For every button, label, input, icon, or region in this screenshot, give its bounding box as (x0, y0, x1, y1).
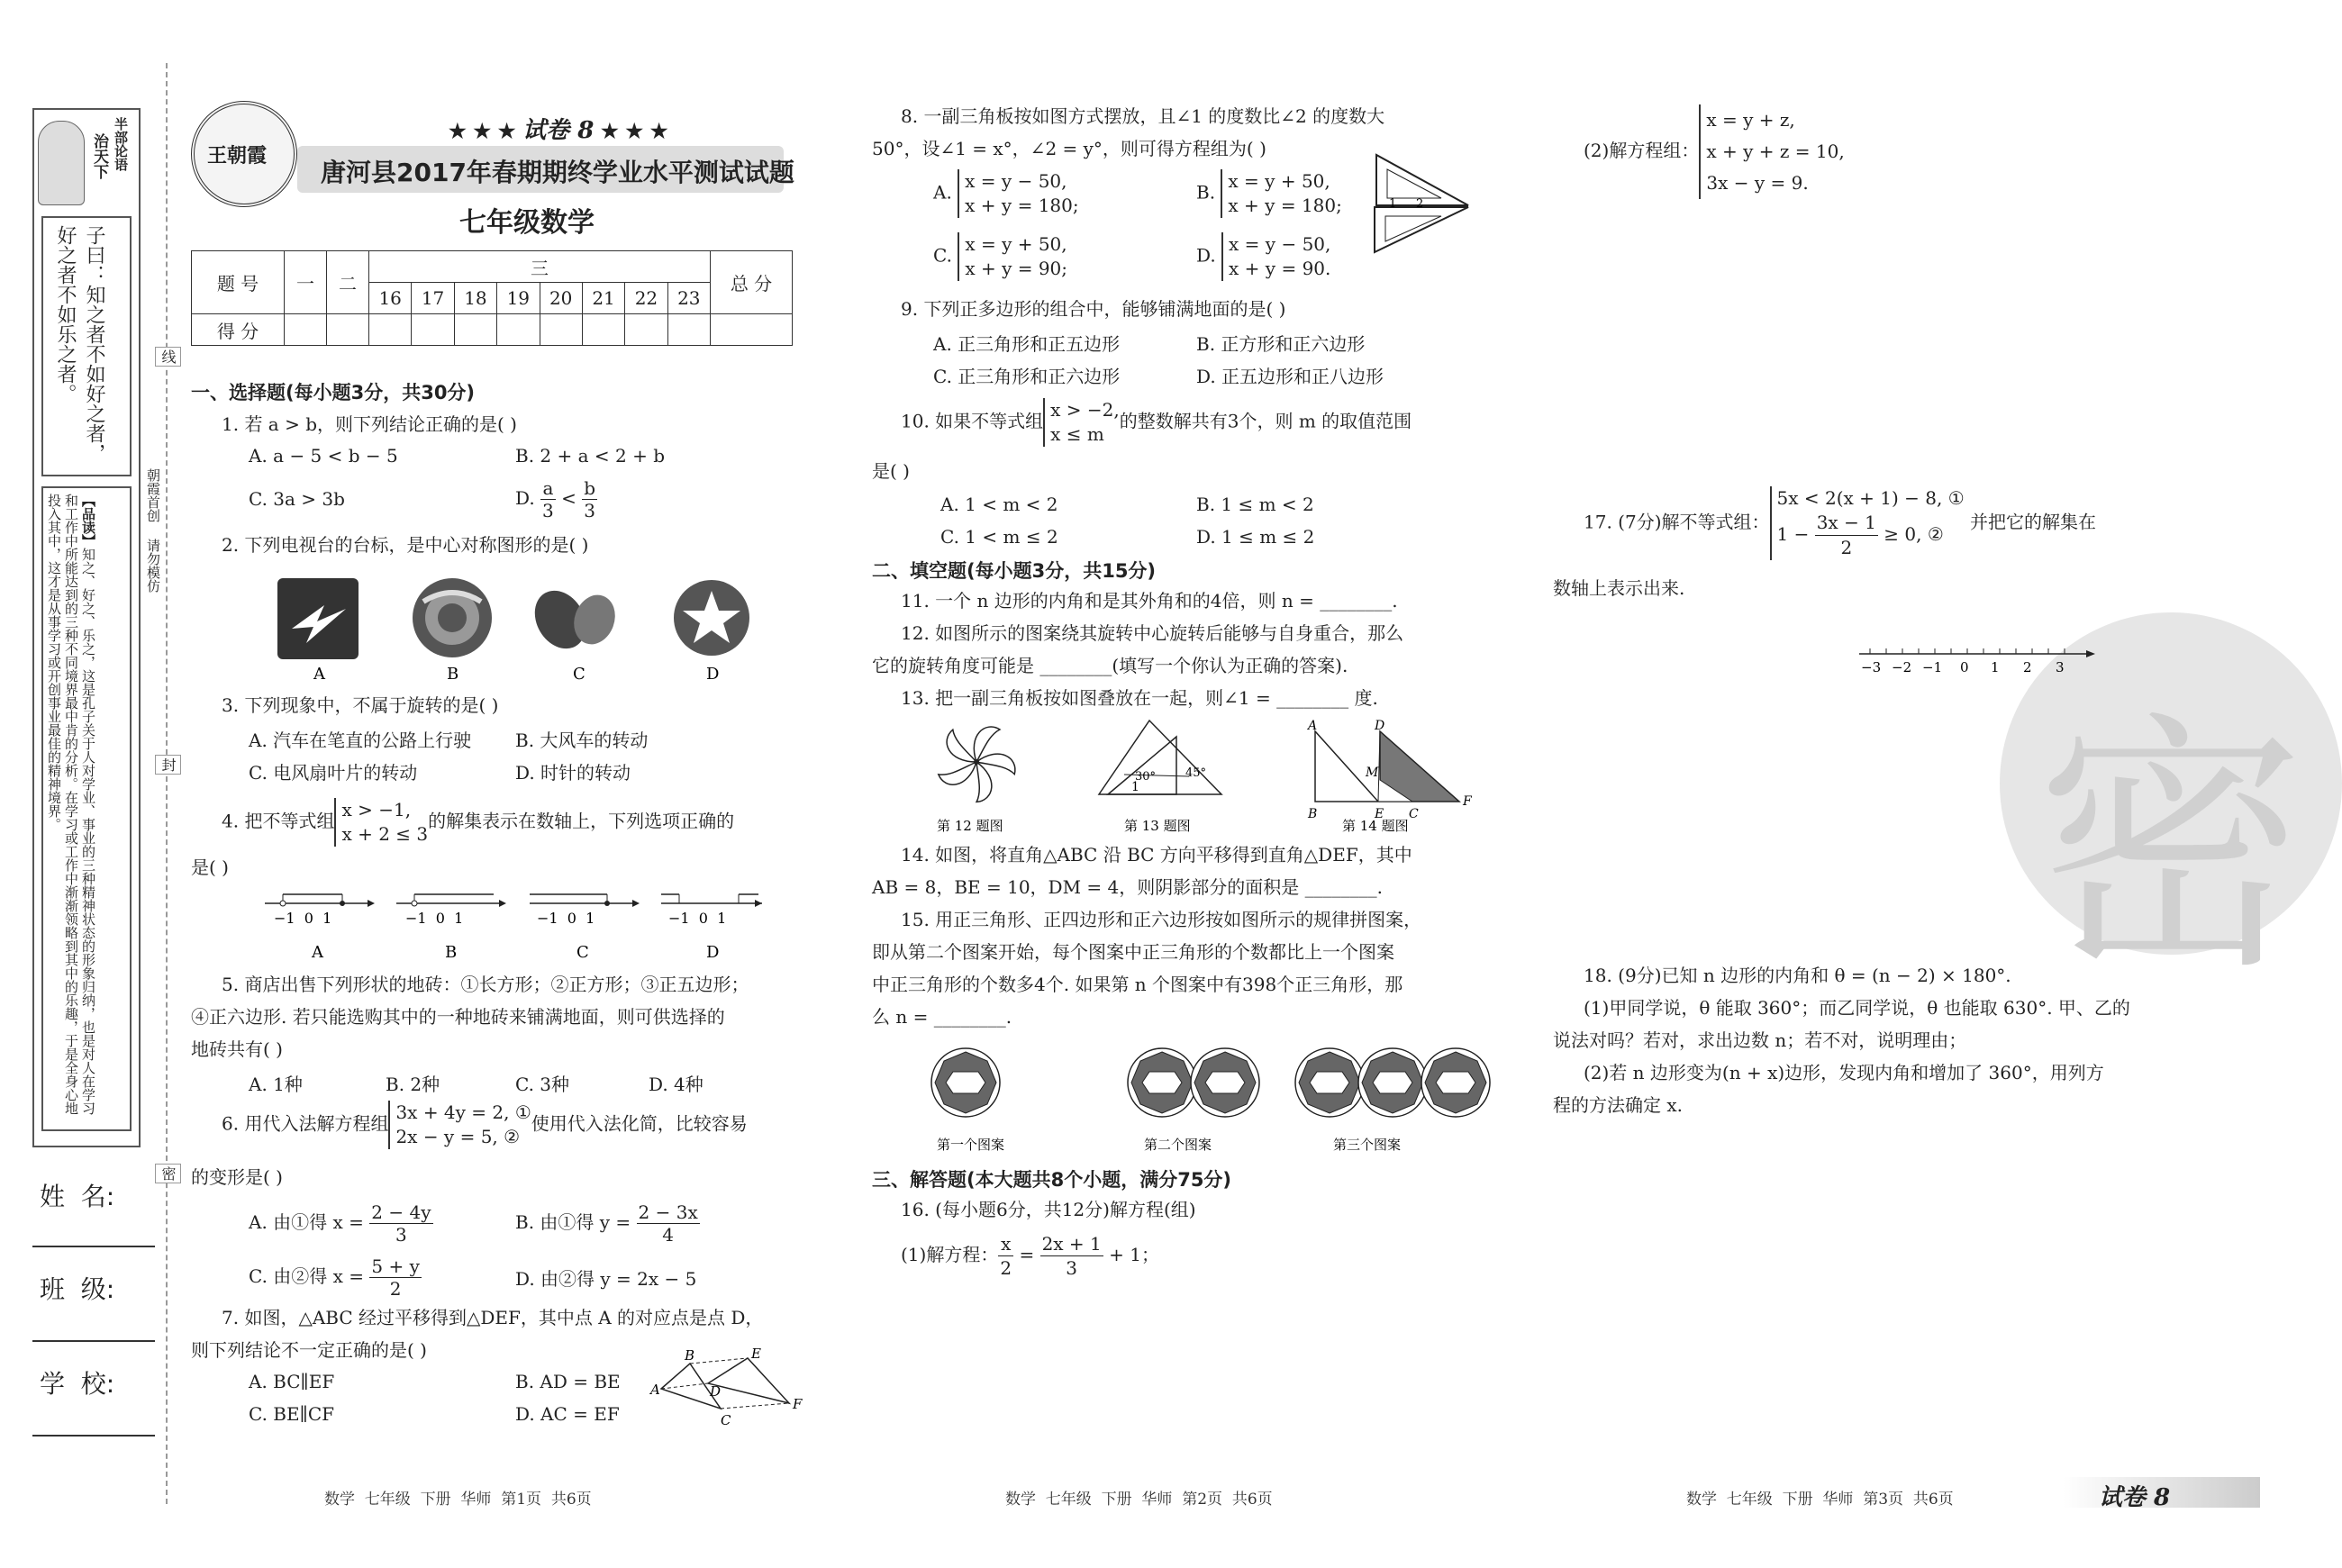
q15-line2: 即从第二个图案开始，每个图案中正三角形的个数都比上一个图案 (872, 941, 1394, 963)
q5-line3: 地砖共有( ) (191, 1038, 283, 1060)
stamp-small: 半部论语 (113, 117, 129, 171)
nl-ticks-a: −1 0 1 (274, 910, 332, 927)
svg-text:C: C (721, 1412, 731, 1428)
q16-p2-pre: (2)解方程组： (1584, 140, 1700, 161)
q8-option-d (1196, 232, 1330, 281)
name-field[interactable] (32, 1246, 155, 1247)
q17-stem (1584, 486, 2096, 560)
q7-option-c: C. BE∥CF (249, 1403, 335, 1425)
tv-logo-d (674, 580, 749, 656)
tv-logo-b (413, 578, 492, 657)
sub-21: 21 (582, 283, 624, 314)
group-1: 一 (285, 251, 327, 314)
nl-ticks-c: −1 0 1 (537, 910, 595, 927)
q8-option-a (933, 169, 1079, 218)
q6-stem-post: 使用代入法化简，比较容易 (531, 1112, 748, 1135)
frac-num: 2 − 4y (371, 1201, 431, 1223)
q8-option-c (933, 232, 1067, 281)
svg-text:E: E (751, 1346, 761, 1362)
q13-stem: 13. 把一副三角板按如图叠放在一起，则∠1 = ________ 度. (901, 687, 1378, 709)
svg-text:F: F (793, 1396, 803, 1412)
q1-d-frac-b (582, 477, 597, 521)
score-cell[interactable] (327, 314, 369, 346)
score-cell[interactable] (540, 314, 582, 346)
nl-tick--2: −2 (1892, 659, 1912, 675)
number-line-a (265, 894, 375, 907)
exam-title: 唐河县2017年春期期终学业水平测试试题 (321, 158, 794, 187)
q8-figure (1369, 151, 1474, 263)
q1-option-d (515, 477, 597, 521)
q6-option-b (515, 1201, 700, 1246)
sys-line: x + 2 ≤ 3 (341, 823, 429, 845)
q7-figure (649, 1346, 811, 1441)
q14-line1: 14. 如图，将直角△ABC 沿 BC 方向平移得到直角△DEF，其中 (901, 844, 1412, 866)
score-row2-label: 得 分 (192, 314, 285, 346)
sys-line: 1 − (1776, 523, 1810, 545)
q1-option-c: C. 3a > 3b (249, 488, 345, 510)
sys-line: x + y + z = 10, (1706, 140, 1845, 162)
q16-stem: 16. (每小题6分，共12分)解方程(组) (901, 1199, 1196, 1220)
frac-den: 3 (584, 500, 596, 521)
svg-text:2: 2 (1416, 197, 1424, 211)
section-2-heading: 二、填空题(每小题3分，共15分) (872, 560, 1157, 582)
sys (1221, 169, 1341, 218)
sys-line: x + y = 180; (965, 195, 1079, 216)
q3-option-d: D. 时针的转动 (515, 762, 631, 784)
q1-option-b: B. 2 + a < 2 + b (515, 445, 666, 467)
q6-stem-pre: 6. 用代入法解方程组 (222, 1112, 389, 1135)
brand-logo-text: 王朝霞 (207, 144, 268, 168)
score-cell[interactable] (412, 314, 454, 346)
sys-line: x + y = 90; (965, 258, 1068, 279)
q16-part2 (1584, 104, 1845, 199)
fig12-caption: 第 12 题图 (937, 818, 1003, 834)
q12-line2: 它的旋转角度可能是 ________(填写一个你认为正确的答案). (872, 655, 1348, 676)
q18-line2: (1)甲同学说，θ 能取 360°；而乙同学说，θ 也能取 630°. 甲、乙的 (1584, 997, 2130, 1019)
cut-mark-2: 封 (155, 755, 181, 775)
q5-line2: ④正六边形. 若只能选购其中的一种地砖来铺满地面，则可供选择的 (191, 1006, 725, 1028)
footer-page-3: 数学 七年级 下册 华师 第3页 共6页 (1686, 1491, 1954, 1509)
sys-line: ≥ 0, ② (1884, 523, 1944, 545)
nl-ticks-b: −1 0 1 (405, 910, 464, 927)
q8-line2: 50°，设∠1 = x°，∠2 = y°，则可得方程组为( ) (872, 138, 1266, 159)
frac (1040, 1232, 1103, 1280)
svg-text:B: B (1308, 807, 1318, 821)
pattern-1 (931, 1048, 1000, 1117)
nl-tick--3: −3 (1861, 659, 1882, 675)
frac-num: b (584, 477, 596, 499)
sys-line: 2x − y = 5, ② (395, 1126, 521, 1147)
sidebar-stamp (36, 112, 133, 211)
sys-line: x = y − 50, (965, 170, 1067, 192)
footer-page-1: 数学 七年级 下册 华师 第1页 共6页 (324, 1491, 592, 1509)
watermark-char: 密 (2036, 691, 2306, 1005)
q16-part1 (901, 1232, 1159, 1280)
q7-option-a: A. BC∥EF (249, 1371, 335, 1392)
score-cell[interactable] (667, 314, 710, 346)
fig13-caption: 第 13 题图 (1124, 818, 1191, 834)
svg-text:A: A (650, 1382, 660, 1398)
svg-text:D: D (710, 1383, 722, 1400)
frac (1815, 511, 1878, 560)
frac-den: 3 (395, 1224, 407, 1246)
section-1-heading: 一、选择题(每小题3分，共30分) (191, 382, 476, 403)
q3-option-c: C. 电风扇叶片的转动 (249, 762, 418, 784)
number-line-d (661, 894, 762, 907)
q10-option-a: A. 1 < m < 2 (940, 494, 1058, 515)
triangle-set-figure (1099, 721, 1221, 794)
brand-logo (191, 101, 297, 207)
score-total: 总 分 (711, 251, 793, 314)
q16-p2-system (1699, 104, 1844, 199)
opt-label: A. (933, 181, 952, 204)
q6-stem (222, 1101, 748, 1149)
opt-label: C. (933, 244, 952, 267)
svg-text:F: F (1463, 794, 1472, 809)
confucius-avatar (38, 121, 85, 205)
footer-page-2: 数学 七年级 下册 华师 第2页 共6页 (1005, 1491, 1273, 1509)
pattern-3-caption: 第三个图案 (1333, 1137, 1402, 1153)
frac-num: a (540, 477, 556, 500)
sys-line: x > −1, (341, 799, 412, 820)
translation-figure (1306, 719, 1473, 821)
group-2: 二 (327, 251, 369, 314)
svg-text:30°: 30° (1135, 770, 1157, 784)
sys-line: x = y + 50, (1228, 170, 1330, 192)
q4-number-lines (261, 887, 766, 965)
svg-text:B: B (685, 1347, 695, 1364)
frac-num: x (998, 1232, 1013, 1256)
q5-option-d: D. 4种 (649, 1074, 704, 1095)
sys (1221, 232, 1330, 281)
q10-stem-pre: 10. 如果不等式组 (901, 410, 1044, 432)
nl-label-b: B (445, 943, 458, 962)
q15-patterns (928, 1045, 1504, 1162)
logo-label-a: A (313, 665, 325, 684)
q10-option-b: B. 1 ≤ m < 2 (1196, 494, 1314, 515)
nl-label-d: D (706, 943, 720, 962)
opt-pre: A. 由①得 x = (249, 1211, 364, 1233)
q8-option-b (1196, 169, 1342, 218)
q6-system (388, 1101, 531, 1149)
q6-option-c (249, 1255, 422, 1300)
paper-number-text: 试卷 8 (522, 117, 595, 144)
q7-option-b: B. AD = BE (515, 1371, 621, 1392)
q17-line2: 数轴上表示出来. (1553, 577, 1685, 599)
q4-system (334, 798, 428, 847)
pattern-3 (1295, 1048, 1490, 1117)
pattern-1-caption: 第一个图案 (937, 1137, 1005, 1153)
svg-text:1: 1 (1131, 780, 1139, 794)
q1-option-a: A. a − 5 < b − 5 (249, 445, 398, 467)
frac-den: 3 (542, 500, 554, 521)
sys-line: x ≤ m (1050, 423, 1104, 445)
footer-tag (2063, 1477, 2260, 1511)
score-row1-label: 题 号 (192, 251, 285, 314)
q10-option-d: D. 1 ≤ m ≤ 2 (1196, 526, 1315, 548)
q7-option-d: D. AC = EF (515, 1403, 620, 1425)
frac-den: 3 (1066, 1257, 1078, 1279)
score-cell[interactable] (582, 314, 624, 346)
q2-stem: 2. 下列电视台的台标，是中心对称图形的是( ) (222, 534, 589, 556)
nl-label-c: C (576, 943, 589, 962)
q9-option-d: D. 正五边形和正八边形 (1196, 366, 1384, 387)
opt-label: D. (1196, 244, 1216, 267)
q9-option-c: C. 正三角形和正六边形 (933, 366, 1121, 387)
q10-system (1043, 398, 1120, 447)
score-cell[interactable] (369, 314, 412, 346)
section-3-heading: 三、解答题(本大题共8个小题，满分75分) (872, 1169, 1232, 1191)
fig-row (919, 717, 1495, 838)
q1-stem: 1. 若 a > b，则下列结论正确的是( ) (222, 413, 517, 435)
bauhinia-figure (937, 727, 1017, 804)
paper-number: ★ ★ ★ 试卷 8 ★ ★ ★ (449, 117, 668, 144)
frac (369, 1201, 432, 1246)
frac (369, 1255, 422, 1300)
q10-stem (901, 398, 1412, 447)
svg-text:45°: 45° (1185, 766, 1207, 780)
q5-option-a: A. 1种 (249, 1074, 303, 1095)
pindu-text (45, 494, 96, 1124)
opt-pre: B. 由①得 y = (515, 1211, 631, 1233)
class-label: 班 级: (40, 1274, 115, 1304)
frac-num: 2x + 1 (1041, 1233, 1102, 1255)
q15-line3: 中正三角形的个数多4个. 如果第 n 个图案中有398个正三角形，那 (872, 974, 1403, 995)
q15-line1: 15. 用正三角形、正四边形和正六边形按如图所示的规律拼图案， (901, 909, 1422, 930)
score-cell[interactable] (497, 314, 540, 346)
cut-mark-3: 密 (155, 1164, 181, 1183)
number-line-c (530, 894, 640, 907)
school-field[interactable] (32, 1435, 155, 1437)
nl-tick--1: −1 (1922, 659, 1943, 675)
sys-line: x + y = 90. (1229, 258, 1331, 279)
pattern-2-caption: 第二个图案 (1144, 1137, 1212, 1153)
cut-line (166, 63, 168, 1504)
q1-d-label: D. (515, 487, 535, 509)
sys-line: x + y = 180; (1228, 195, 1342, 216)
sub-23: 23 (667, 283, 710, 314)
sub-19: 19 (497, 283, 540, 314)
sys (958, 169, 1078, 218)
q4-stem (222, 798, 734, 847)
sys-line: 3x − y = 9. (1706, 172, 1809, 194)
q5-option-c: C. 3种 (515, 1074, 570, 1095)
q4-stem-post: 的解集表示在数轴上，下列选项正确的 (428, 810, 735, 832)
class-field[interactable] (32, 1340, 155, 1342)
q11-stem: 11. 一个 n 边形的内角和是其外角和的4倍，则 n = ________. (901, 590, 1398, 612)
q3-option-b: B. 大风车的转动 (515, 730, 649, 751)
svg-text:M: M (1366, 766, 1379, 780)
sub-22: 22 (625, 283, 667, 314)
sys-line: x = y + z, (1706, 109, 1795, 131)
q5-option-b: B. 2种 (386, 1074, 440, 1095)
exam-subject: 七年级数学 (459, 207, 595, 239)
q2-logos (270, 575, 757, 684)
opt-pre: C. 由②得 x = (249, 1265, 365, 1287)
svg-text:E: E (1375, 807, 1384, 821)
q18-line4: (2)若 n 边形变为(n + x)边形，发现内角和增加了 360°，用列方 (1584, 1062, 2104, 1083)
q9-option-a: A. 正三角形和正五边形 (933, 333, 1121, 355)
pindu-body: 知之、好之、乐之，这是孔子关于人对学业、事业的三种精神状态的形象归纳，也是对人在学习和工作中所能达到的三种不同境界最中肯的分析。在学习或工作中渐渐领略到其中的乐趣，于是全身心地投入其中，这才是从事学习或开创事业最佳的精神境界。 (46, 494, 96, 1115)
svg-text:1: 1 (1389, 197, 1397, 211)
score-cell[interactable] (711, 314, 793, 346)
pindu-title: 【品读】 (80, 494, 96, 548)
score-cell[interactable] (285, 314, 327, 346)
q18-line3: 说法对吗？若对，求出边数 n；若不对，说明理由； (1553, 1029, 1967, 1051)
logo-label-b: B (447, 665, 459, 684)
sys (958, 232, 1067, 281)
q17-pre: 17. (7分)解不等式组： (1584, 511, 1770, 533)
tv-logo-c (524, 582, 622, 658)
logo-label-d: D (706, 665, 720, 684)
q17-system (1770, 486, 1965, 560)
q5-line1: 5. 商店出售下列形状的地砖：①长方形；②正方形；③正五边形； (222, 974, 749, 995)
q1-d-frac-a (540, 477, 556, 521)
score-cell[interactable] (625, 314, 667, 346)
number-line-b (396, 894, 506, 907)
frac-den: 2 (1000, 1257, 1012, 1279)
nl-tick-0: 0 (1960, 659, 1969, 675)
eq: = (1019, 1244, 1035, 1265)
sys-line: x = y − 50, (1229, 233, 1331, 255)
pattern-2 (1128, 1048, 1259, 1117)
svg-text:A: A (1308, 719, 1318, 733)
frac-num: 2 − 3x (638, 1201, 698, 1223)
q16-p1-post: + 1； (1109, 1244, 1159, 1265)
sys-line: 3x + 4y = 2, ① (395, 1101, 531, 1123)
logo-label-c: C (573, 665, 586, 684)
q4-stem-pre: 4. 把不等式组 (222, 810, 335, 832)
q10-stem-2: 是( ) (872, 460, 910, 482)
svg-text:D: D (1375, 719, 1385, 733)
name-label: 姓 名: (40, 1182, 115, 1211)
nl-label-a: A (312, 943, 323, 962)
sys-line: x = y + 50, (965, 233, 1067, 255)
q14-line2: AB = 8，BE = 10，DM = 4，则阴影部分的面积是 ________. (872, 876, 1383, 898)
sub-20: 20 (540, 283, 582, 314)
q7-line2: 则下列结论不一定正确的是( ) (191, 1339, 427, 1361)
q17-number-line (1856, 641, 2099, 686)
q6-option-d: D. 由②得 y = 2x − 5 (515, 1268, 697, 1290)
nl-tick-2: 2 (2023, 659, 2032, 675)
sidebar-quote: 子曰：知之者不如好之者，好之者不如乐之者。 (54, 225, 105, 463)
q1-d-lt: < (561, 487, 576, 509)
group-3: 三 (369, 251, 711, 283)
q3-stem: 3. 下列现象中，不属于旋转的是( ) (222, 694, 499, 716)
q4-stem-2: 是( ) (191, 857, 229, 878)
sys-line: x > −2, (1050, 399, 1120, 421)
frac-num: 3x − 1 (1815, 511, 1878, 536)
q10-option-c: C. 1 < m ≤ 2 (940, 526, 1058, 548)
q7-line1: 7. 如图，△ABC 经过平移得到△DEF，其中点 A 的对应点是点 D， (222, 1307, 764, 1328)
q15-line4: 么 n = ________. (872, 1006, 1012, 1028)
q17-post: 并把它的解集在 (1969, 511, 2096, 533)
q10-stem-post: 的整数解共有3个，则 m 的取值范围 (1119, 410, 1412, 432)
q9-stem: 9. 下列正多边形的组合中，能够铺满地面的是( ) (901, 298, 1286, 320)
frac-den: 4 (662, 1224, 675, 1246)
nl-ticks-d: −1 0 1 (668, 910, 727, 927)
sub-17: 17 (412, 283, 454, 314)
school-label: 学 校: (40, 1369, 115, 1399)
q9-option-b: B. 正方形和正六边形 (1196, 333, 1366, 355)
sub-18: 18 (454, 283, 496, 314)
q12-line1: 12. 如图所示的图案绕其旋转中心旋转后能够与自身重合，那么 (901, 622, 1404, 644)
svg-text:C: C (1409, 807, 1419, 821)
frac (998, 1232, 1013, 1280)
nl-tick-1: 1 (1991, 659, 2000, 675)
q6-stem-2: 的变形是( ) (191, 1166, 283, 1188)
q8-line1: 8. 一副三角板按如图方式摆放，且∠1 的度数比∠2 的度数大 (901, 105, 1385, 127)
copyright-strip: 朝霞首创 请勿模仿 (145, 468, 161, 593)
q3-option-a: A. 汽车在笔直的公路上行驶 (249, 730, 472, 751)
frac-den: 2 (1840, 537, 1853, 558)
sub-16: 16 (369, 283, 412, 314)
footer-tag-text: 试卷 8 (2099, 1484, 2171, 1511)
q18-line5: 程的方法确定 x. (1553, 1094, 1683, 1116)
score-table (191, 250, 793, 346)
opt-label: B. (1196, 181, 1216, 204)
q16-p1-pre: (1)解方程： (901, 1244, 999, 1265)
frac-den: 2 (389, 1278, 402, 1300)
nl-tick-3: 3 (2056, 659, 2065, 675)
cut-mark-1: 线 (155, 347, 181, 367)
q6-option-a (249, 1201, 433, 1246)
q18-line1: 18. (9分)已知 n 边形的内角和 θ = (n − 2) × 180°. (1584, 965, 2011, 986)
tv-logo-a (277, 578, 359, 659)
frac-num: 5 + y (371, 1255, 420, 1277)
stamp-big: 治天下 (90, 133, 108, 179)
frac (637, 1201, 700, 1246)
fig14-caption: 第 14 题图 (1342, 818, 1409, 834)
sys-line: 5x < 2(x + 1) − 8, ① (1776, 487, 1965, 509)
score-cell[interactable] (454, 314, 496, 346)
